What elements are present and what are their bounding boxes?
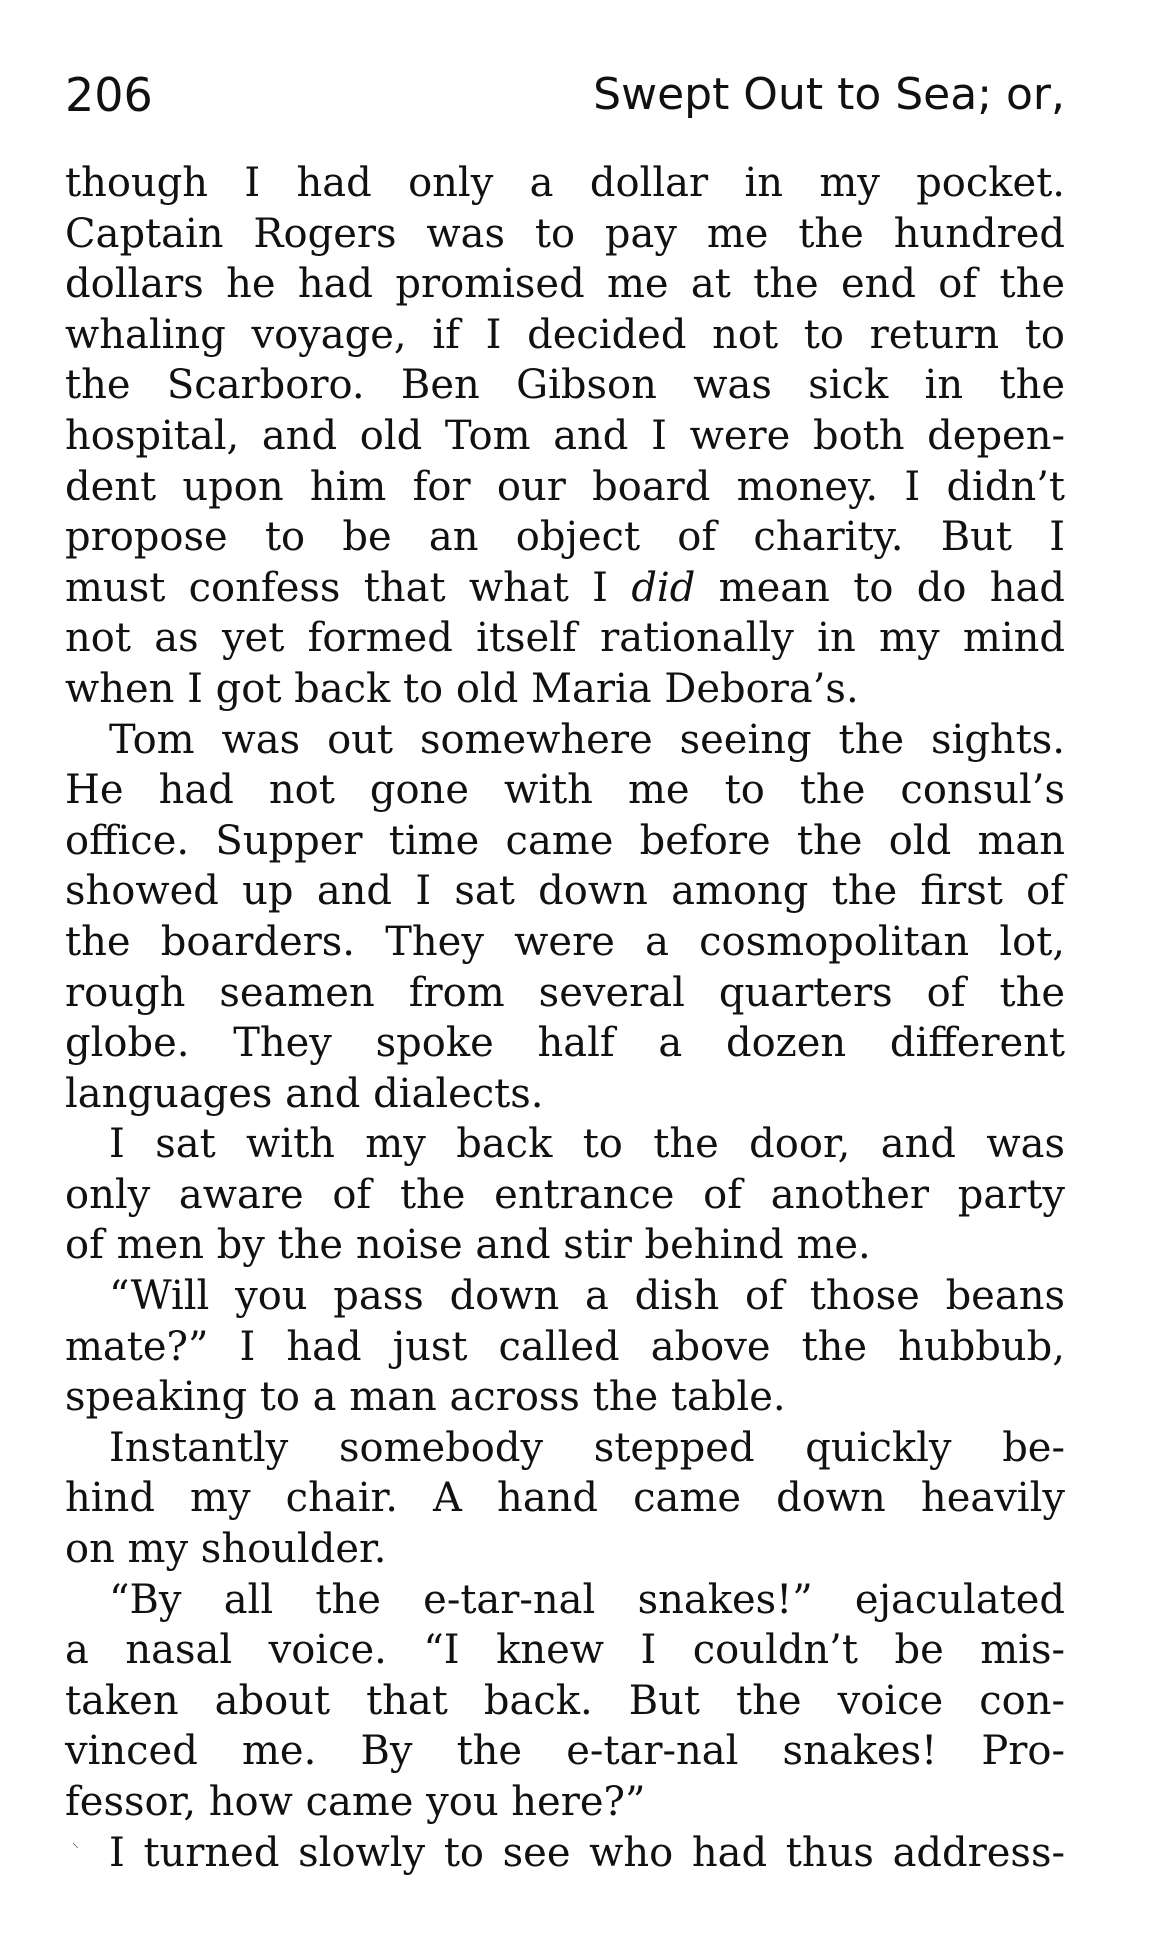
text-line: mate?” I had just called above the hubbub,: [65, 1323, 1065, 1370]
text-line: fessor, how came you here?”: [65, 1779, 646, 1825]
text-line: propose to be an object of charity. But I: [65, 514, 1065, 561]
text-line: speaking to a man across the table.: [65, 1374, 786, 1421]
text-line: the Scarboro. Ben Gibson was sick in the: [65, 362, 1065, 409]
text-line: languages and dialects.: [65, 1070, 544, 1117]
text-line: must confess that what I did mean to do had: [65, 564, 1065, 611]
text-line: I sat with my back to the door, and was: [109, 1121, 1065, 1168]
text-line: when I got back to old Maria Debora’s.: [65, 665, 859, 712]
text-line: hind my chair. A hand came down heavily: [65, 1475, 1065, 1522]
text-line: of men by the noise and stir behind me.: [65, 1222, 871, 1269]
page-header: [65, 60, 1065, 130]
text-line: on my shoulder.: [65, 1526, 387, 1573]
text-line: He had not gone with me to the consul’s: [65, 767, 1065, 814]
text-line: globe. They spoke half a dozen different: [65, 1020, 1065, 1067]
text-line: “Will you pass down a dish of those beans: [109, 1273, 1065, 1320]
text-line: taken about that back. But the voice con-: [65, 1677, 1065, 1724]
print-speck-mark: ⸜: [72, 1835, 79, 1851]
text-line: rough seamen from several quarters of the: [65, 969, 1065, 1016]
text-line: “By all the e-tar-nal snakes!” ejaculated: [109, 1576, 1065, 1623]
text-line: I turned slowly to see who had thus address-: [109, 1829, 1065, 1876]
text-line: dollars he had promised me at the end of the: [65, 261, 1065, 308]
text-line: a nasal voice. “I knew I couldn’t be mis-: [65, 1627, 1065, 1674]
text-line: Captain Rogers was to pay me the hundred: [65, 210, 1065, 257]
body-text: [65, 158, 1065, 1878]
text-line: not as yet formed itself rationally in my mind: [65, 615, 1065, 662]
text-line: hospital, and old Tom and I were both depen-: [65, 412, 1065, 459]
text-line: office. Supper time came before the old man: [65, 817, 1065, 864]
text-line: the boarders. They were a cosmopolitan lot,: [65, 918, 1065, 965]
text-line: vinced me. By the e-tar-nal snakes! Pro-: [65, 1728, 1065, 1775]
text-line: Tom was out somewhere seeing the sights.: [109, 716, 1065, 763]
running-head: Swept Out to Sea; or,: [593, 69, 1065, 120]
text-line: dent upon him for our board money. I didn’t: [65, 463, 1065, 510]
page-number: 206: [65, 68, 153, 122]
emphasis: did: [631, 564, 696, 611]
text-line: only aware of the entrance of another party: [65, 1171, 1065, 1218]
text-line: showed up and I sat down among the first of: [65, 868, 1065, 915]
text-line: Instantly somebody stepped quickly be-: [109, 1424, 1065, 1471]
text-line: though I had only a dollar in my pocket.: [65, 160, 1065, 206]
text-line: whaling voyage, if I decided not to return to: [65, 311, 1065, 358]
